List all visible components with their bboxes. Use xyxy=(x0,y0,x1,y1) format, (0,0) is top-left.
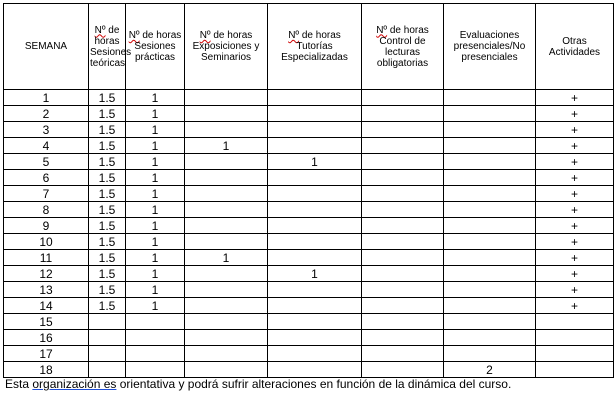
cell-evaluaciones xyxy=(444,346,536,362)
cell-tutorias: 1 xyxy=(268,266,362,282)
cell-exposiciones xyxy=(185,170,268,186)
cell-teoricas: 1.5 xyxy=(89,154,126,170)
cell-control xyxy=(362,298,444,314)
cell-tutorias xyxy=(268,106,362,122)
table-row xyxy=(4,218,614,234)
cell-otras: + xyxy=(536,298,614,314)
cell-semana: 11 xyxy=(4,250,89,266)
cell-teoricas: 1.5 xyxy=(89,282,126,298)
cell-semana: 14 xyxy=(4,298,89,314)
num-sign: Nº xyxy=(376,24,388,36)
cell-practicas: 1 xyxy=(126,106,185,122)
cell-semana: 15 xyxy=(4,314,89,330)
cell-tutorias xyxy=(268,362,362,378)
cell-control xyxy=(362,154,444,170)
cell-tutorias xyxy=(268,250,362,266)
cell-otras: + xyxy=(536,234,614,250)
cell-otras: + xyxy=(536,282,614,298)
cell-teoricas: 1.5 xyxy=(89,218,126,234)
table-row xyxy=(4,90,614,106)
cell-evaluaciones xyxy=(444,314,536,330)
schedule-body xyxy=(4,90,614,378)
cell-evaluaciones xyxy=(444,218,536,234)
table-row xyxy=(4,202,614,218)
cell-evaluaciones xyxy=(444,202,536,218)
cell-semana: 17 xyxy=(4,346,89,362)
cell-exposiciones xyxy=(185,362,268,378)
table-row xyxy=(4,106,614,122)
cell-control xyxy=(362,330,444,346)
cell-control xyxy=(362,266,444,282)
cell-exposiciones xyxy=(185,154,268,170)
cell-semana: 4 xyxy=(4,138,89,154)
cell-evaluaciones xyxy=(444,170,536,186)
cell-teoricas: 1.5 xyxy=(89,138,126,154)
table-row xyxy=(4,266,614,282)
cell-tutorias xyxy=(268,218,362,234)
schedule-table xyxy=(3,3,614,378)
cell-practicas: 1 xyxy=(126,234,185,250)
cell-semana: 9 xyxy=(4,218,89,234)
cell-practicas xyxy=(126,314,185,330)
cell-evaluaciones xyxy=(444,122,536,138)
cell-otras xyxy=(536,346,614,362)
cell-teoricas xyxy=(89,330,126,346)
table-row xyxy=(4,330,614,346)
cell-practicas xyxy=(126,346,185,362)
cell-semana: 10 xyxy=(4,234,89,250)
header-evaluaciones: Evaluaciones presenciales/No presenciales xyxy=(444,4,536,90)
num-sign: Nº xyxy=(128,30,140,41)
cell-otras: + xyxy=(536,186,614,202)
cell-practicas: 1 xyxy=(126,90,185,106)
cell-otras: + xyxy=(536,170,614,186)
cell-teoricas xyxy=(89,362,126,378)
cell-control xyxy=(362,362,444,378)
cell-control xyxy=(362,90,444,106)
header-otras: Otras Actividades xyxy=(536,4,614,90)
table-row xyxy=(4,362,614,378)
header-row xyxy=(4,4,614,90)
cell-control xyxy=(362,234,444,250)
cell-teoricas: 1.5 xyxy=(89,122,126,138)
header-tutorias: Nº de horas Tutorías Especializadas xyxy=(268,4,362,90)
cell-exposiciones xyxy=(185,202,268,218)
cell-tutorias xyxy=(268,122,362,138)
cell-semana: 3 xyxy=(4,122,89,138)
cell-otras: + xyxy=(536,250,614,266)
cell-tutorias xyxy=(268,90,362,106)
cell-teoricas: 1.5 xyxy=(89,90,126,106)
cell-semana: 12 xyxy=(4,266,89,282)
cell-practicas: 1 xyxy=(126,250,185,266)
cell-practicas xyxy=(126,362,185,378)
cell-evaluaciones xyxy=(444,250,536,266)
cell-semana: 8 xyxy=(4,202,89,218)
table-row xyxy=(4,250,614,266)
cell-semana: 1 xyxy=(4,90,89,106)
cell-otras: + xyxy=(536,154,614,170)
cell-teoricas xyxy=(89,314,126,330)
cell-otras xyxy=(536,330,614,346)
cell-practicas: 1 xyxy=(126,154,185,170)
cell-exposiciones xyxy=(185,314,268,330)
cell-tutorias xyxy=(268,314,362,330)
cell-semana: 6 xyxy=(4,170,89,186)
cell-exposiciones: 1 xyxy=(185,250,268,266)
cell-exposiciones xyxy=(185,234,268,250)
cell-otras: + xyxy=(536,202,614,218)
header-control: Nº de horas Control de lecturas obligatorias xyxy=(362,4,444,90)
cell-evaluaciones xyxy=(444,234,536,250)
cell-tutorias xyxy=(268,202,362,218)
cell-tutorias xyxy=(268,282,362,298)
cell-control xyxy=(362,346,444,362)
cell-exposiciones xyxy=(185,90,268,106)
cell-otras: + xyxy=(536,218,614,234)
cell-control xyxy=(362,282,444,298)
cell-evaluaciones xyxy=(444,138,536,154)
table-row xyxy=(4,138,614,154)
cell-exposiciones: 1 xyxy=(185,138,268,154)
header-semana: SEMANA xyxy=(4,4,89,90)
cell-tutorias xyxy=(268,234,362,250)
cell-practicas: 1 xyxy=(126,266,185,282)
header-exposiciones: Nº de horas Exposiciones y Seminarios xyxy=(185,4,268,90)
num-sign: Nº xyxy=(288,30,300,41)
cell-teoricas: 1.5 xyxy=(89,250,126,266)
cell-exposiciones xyxy=(185,106,268,122)
num-sign: Nº xyxy=(199,30,211,41)
cell-practicas xyxy=(126,330,185,346)
table-row xyxy=(4,186,614,202)
cell-tutorias xyxy=(268,138,362,154)
cell-control xyxy=(362,170,444,186)
cell-evaluaciones xyxy=(444,298,536,314)
cell-practicas: 1 xyxy=(126,170,185,186)
cell-semana: 16 xyxy=(4,330,89,346)
cell-exposiciones xyxy=(185,346,268,362)
cell-semana: 13 xyxy=(4,282,89,298)
cell-teoricas: 1.5 xyxy=(89,106,126,122)
cell-practicas: 1 xyxy=(126,138,185,154)
cell-teoricas: 1.5 xyxy=(89,298,126,314)
header-teoricas: Nº de horas Sesiones teóricas xyxy=(89,4,126,90)
cell-semana: 18 xyxy=(4,362,89,378)
cell-practicas: 1 xyxy=(126,218,185,234)
footnote: Esta organización es orientativa y podrá sufrir alteraciones en función de la dinámica del curso. xyxy=(5,377,512,391)
cell-otras: + xyxy=(536,138,614,154)
cell-practicas: 1 xyxy=(126,282,185,298)
cell-exposiciones xyxy=(185,330,268,346)
cell-practicas: 1 xyxy=(126,186,185,202)
table-row xyxy=(4,154,614,170)
cell-semana: 7 xyxy=(4,186,89,202)
cell-exposiciones xyxy=(185,266,268,282)
cell-tutorias xyxy=(268,346,362,362)
cell-teoricas: 1.5 xyxy=(89,170,126,186)
cell-teoricas xyxy=(89,346,126,362)
cell-tutorias: 1 xyxy=(268,154,362,170)
cell-otras: + xyxy=(536,266,614,282)
table-row xyxy=(4,234,614,250)
cell-tutorias xyxy=(268,330,362,346)
table-row xyxy=(4,170,614,186)
cell-control xyxy=(362,186,444,202)
cell-evaluaciones xyxy=(444,154,536,170)
table-row xyxy=(4,314,614,330)
cell-practicas: 1 xyxy=(126,298,185,314)
cell-control xyxy=(362,218,444,234)
cell-exposiciones xyxy=(185,122,268,138)
cell-otras: + xyxy=(536,106,614,122)
footnote-underlined: organización es xyxy=(32,377,117,391)
num-sign: Nº xyxy=(94,24,106,36)
cell-teoricas: 1.5 xyxy=(89,234,126,250)
cell-evaluaciones: 2 xyxy=(444,362,536,378)
cell-tutorias xyxy=(268,170,362,186)
table-row xyxy=(4,346,614,362)
cell-teoricas: 1.5 xyxy=(89,186,126,202)
cell-otras xyxy=(536,314,614,330)
cell-teoricas: 1.5 xyxy=(89,202,126,218)
cell-evaluaciones xyxy=(444,282,536,298)
cell-teoricas: 1.5 xyxy=(89,266,126,282)
cell-control xyxy=(362,314,444,330)
table-row xyxy=(4,298,614,314)
cell-semana: 5 xyxy=(4,154,89,170)
cell-exposiciones xyxy=(185,218,268,234)
cell-otras xyxy=(536,362,614,378)
cell-tutorias xyxy=(268,298,362,314)
cell-otras: + xyxy=(536,90,614,106)
cell-control xyxy=(362,250,444,266)
cell-semana: 2 xyxy=(4,106,89,122)
cell-evaluaciones xyxy=(444,106,536,122)
cell-tutorias xyxy=(268,186,362,202)
cell-evaluaciones xyxy=(444,330,536,346)
cell-exposiciones xyxy=(185,186,268,202)
cell-otras: + xyxy=(536,122,614,138)
cell-evaluaciones xyxy=(444,186,536,202)
cell-exposiciones xyxy=(185,298,268,314)
table-row xyxy=(4,282,614,298)
table-row xyxy=(4,122,614,138)
cell-evaluaciones xyxy=(444,266,536,282)
cell-control xyxy=(362,106,444,122)
cell-control xyxy=(362,122,444,138)
cell-practicas: 1 xyxy=(126,202,185,218)
cell-control xyxy=(362,138,444,154)
cell-control xyxy=(362,202,444,218)
header-practicas: Nº de horas Sesiones prácticas xyxy=(126,4,185,90)
cell-evaluaciones xyxy=(444,90,536,106)
cell-practicas: 1 xyxy=(126,122,185,138)
cell-exposiciones xyxy=(185,282,268,298)
